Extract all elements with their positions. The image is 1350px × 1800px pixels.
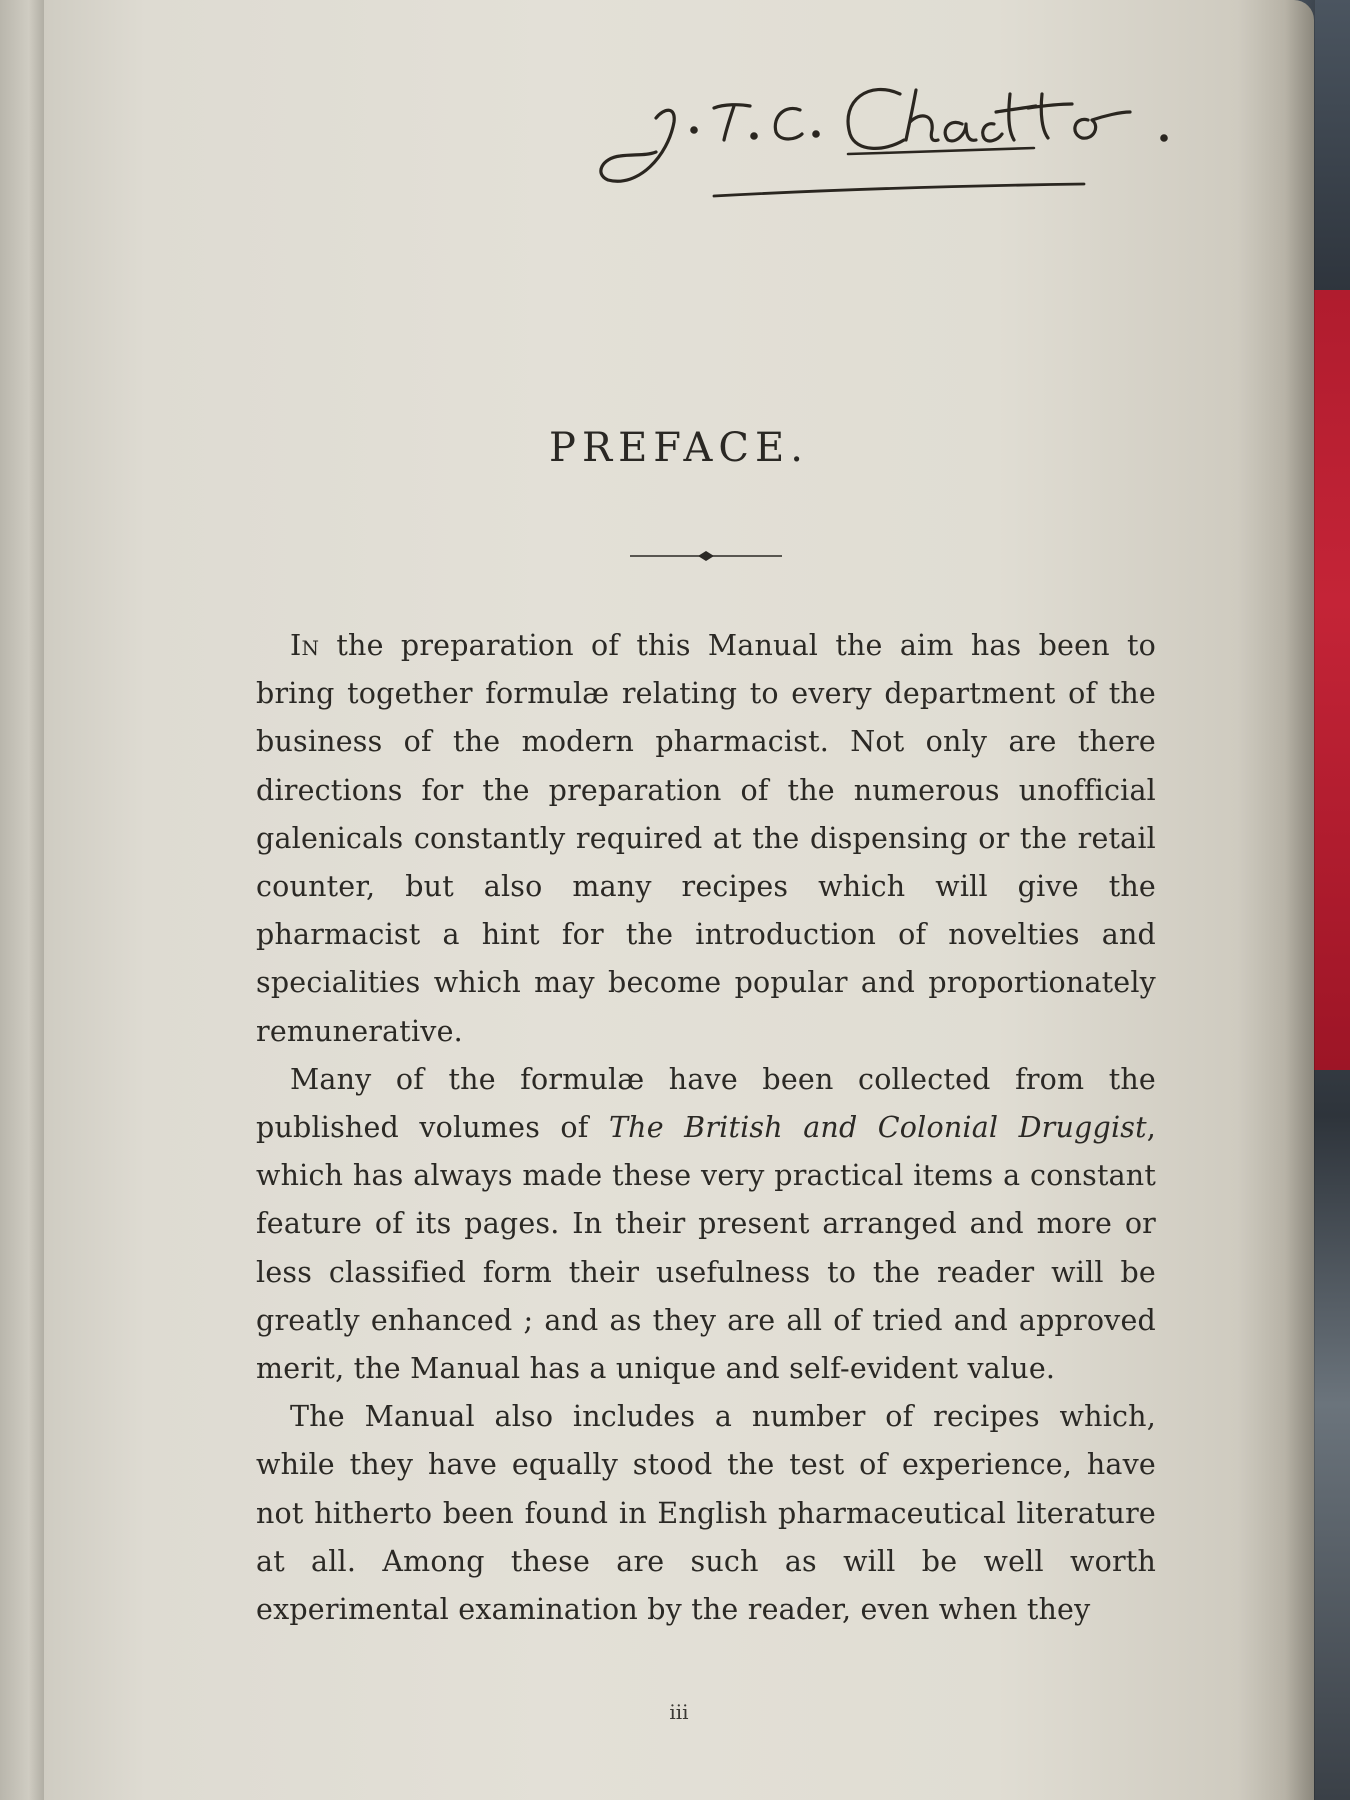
paragraph-1-text: the preparation of this Manual the aim has been to bring together formulæ relating to every department of the business of the modern pharmacist. Not only are there directions for the preparation of the numerous unofficial galenicals constantly required at the dispensing or the retail counter, but also many recipes which will give the pharmacist a hint for the introduction of novelties and specialities which may become popular and proportionately remunerative. xyxy=(256,629,1156,1048)
signature-drawing xyxy=(564,60,1184,220)
page-number: iii xyxy=(669,1700,689,1724)
paragraph-2-text-after: , which has always made these very practical items a constant feature of its pages. In their present arranged and more or less classified form their usefulness to the reader will be greatly enhanced ; and as they are all of tried and approved merit, the Manual has a unique and self-evident value. xyxy=(256,1111,1156,1386)
preface-body xyxy=(256,622,1156,1634)
paragraph-1 xyxy=(256,622,1156,1056)
paragraph-3 xyxy=(256,1393,1156,1634)
ornamental-divider xyxy=(630,548,782,564)
facing-page-edge xyxy=(0,0,48,1800)
handwritten-signature xyxy=(564,60,1184,220)
drop-lead-word: In xyxy=(290,629,320,662)
paragraph-2-text-before: Many of the formulæ have been collected from the published volumes of xyxy=(256,1062,1156,1145)
paragraph-3-text: The Manual also includes a number of recipes which, while they have equally stood the test of experience, have not hitherto been found in English pharmaceutical literature at all. Among these are such as will be well worth experimental examination by the reader, even when they xyxy=(256,1400,1156,1627)
book-page xyxy=(44,0,1314,1800)
page-edge-shadow xyxy=(1285,0,1315,1800)
journal-title: The British and Colonial Druggist xyxy=(608,1111,1147,1145)
paragraph-2 xyxy=(256,1056,1156,1393)
page-title: PREFACE. xyxy=(549,425,809,471)
